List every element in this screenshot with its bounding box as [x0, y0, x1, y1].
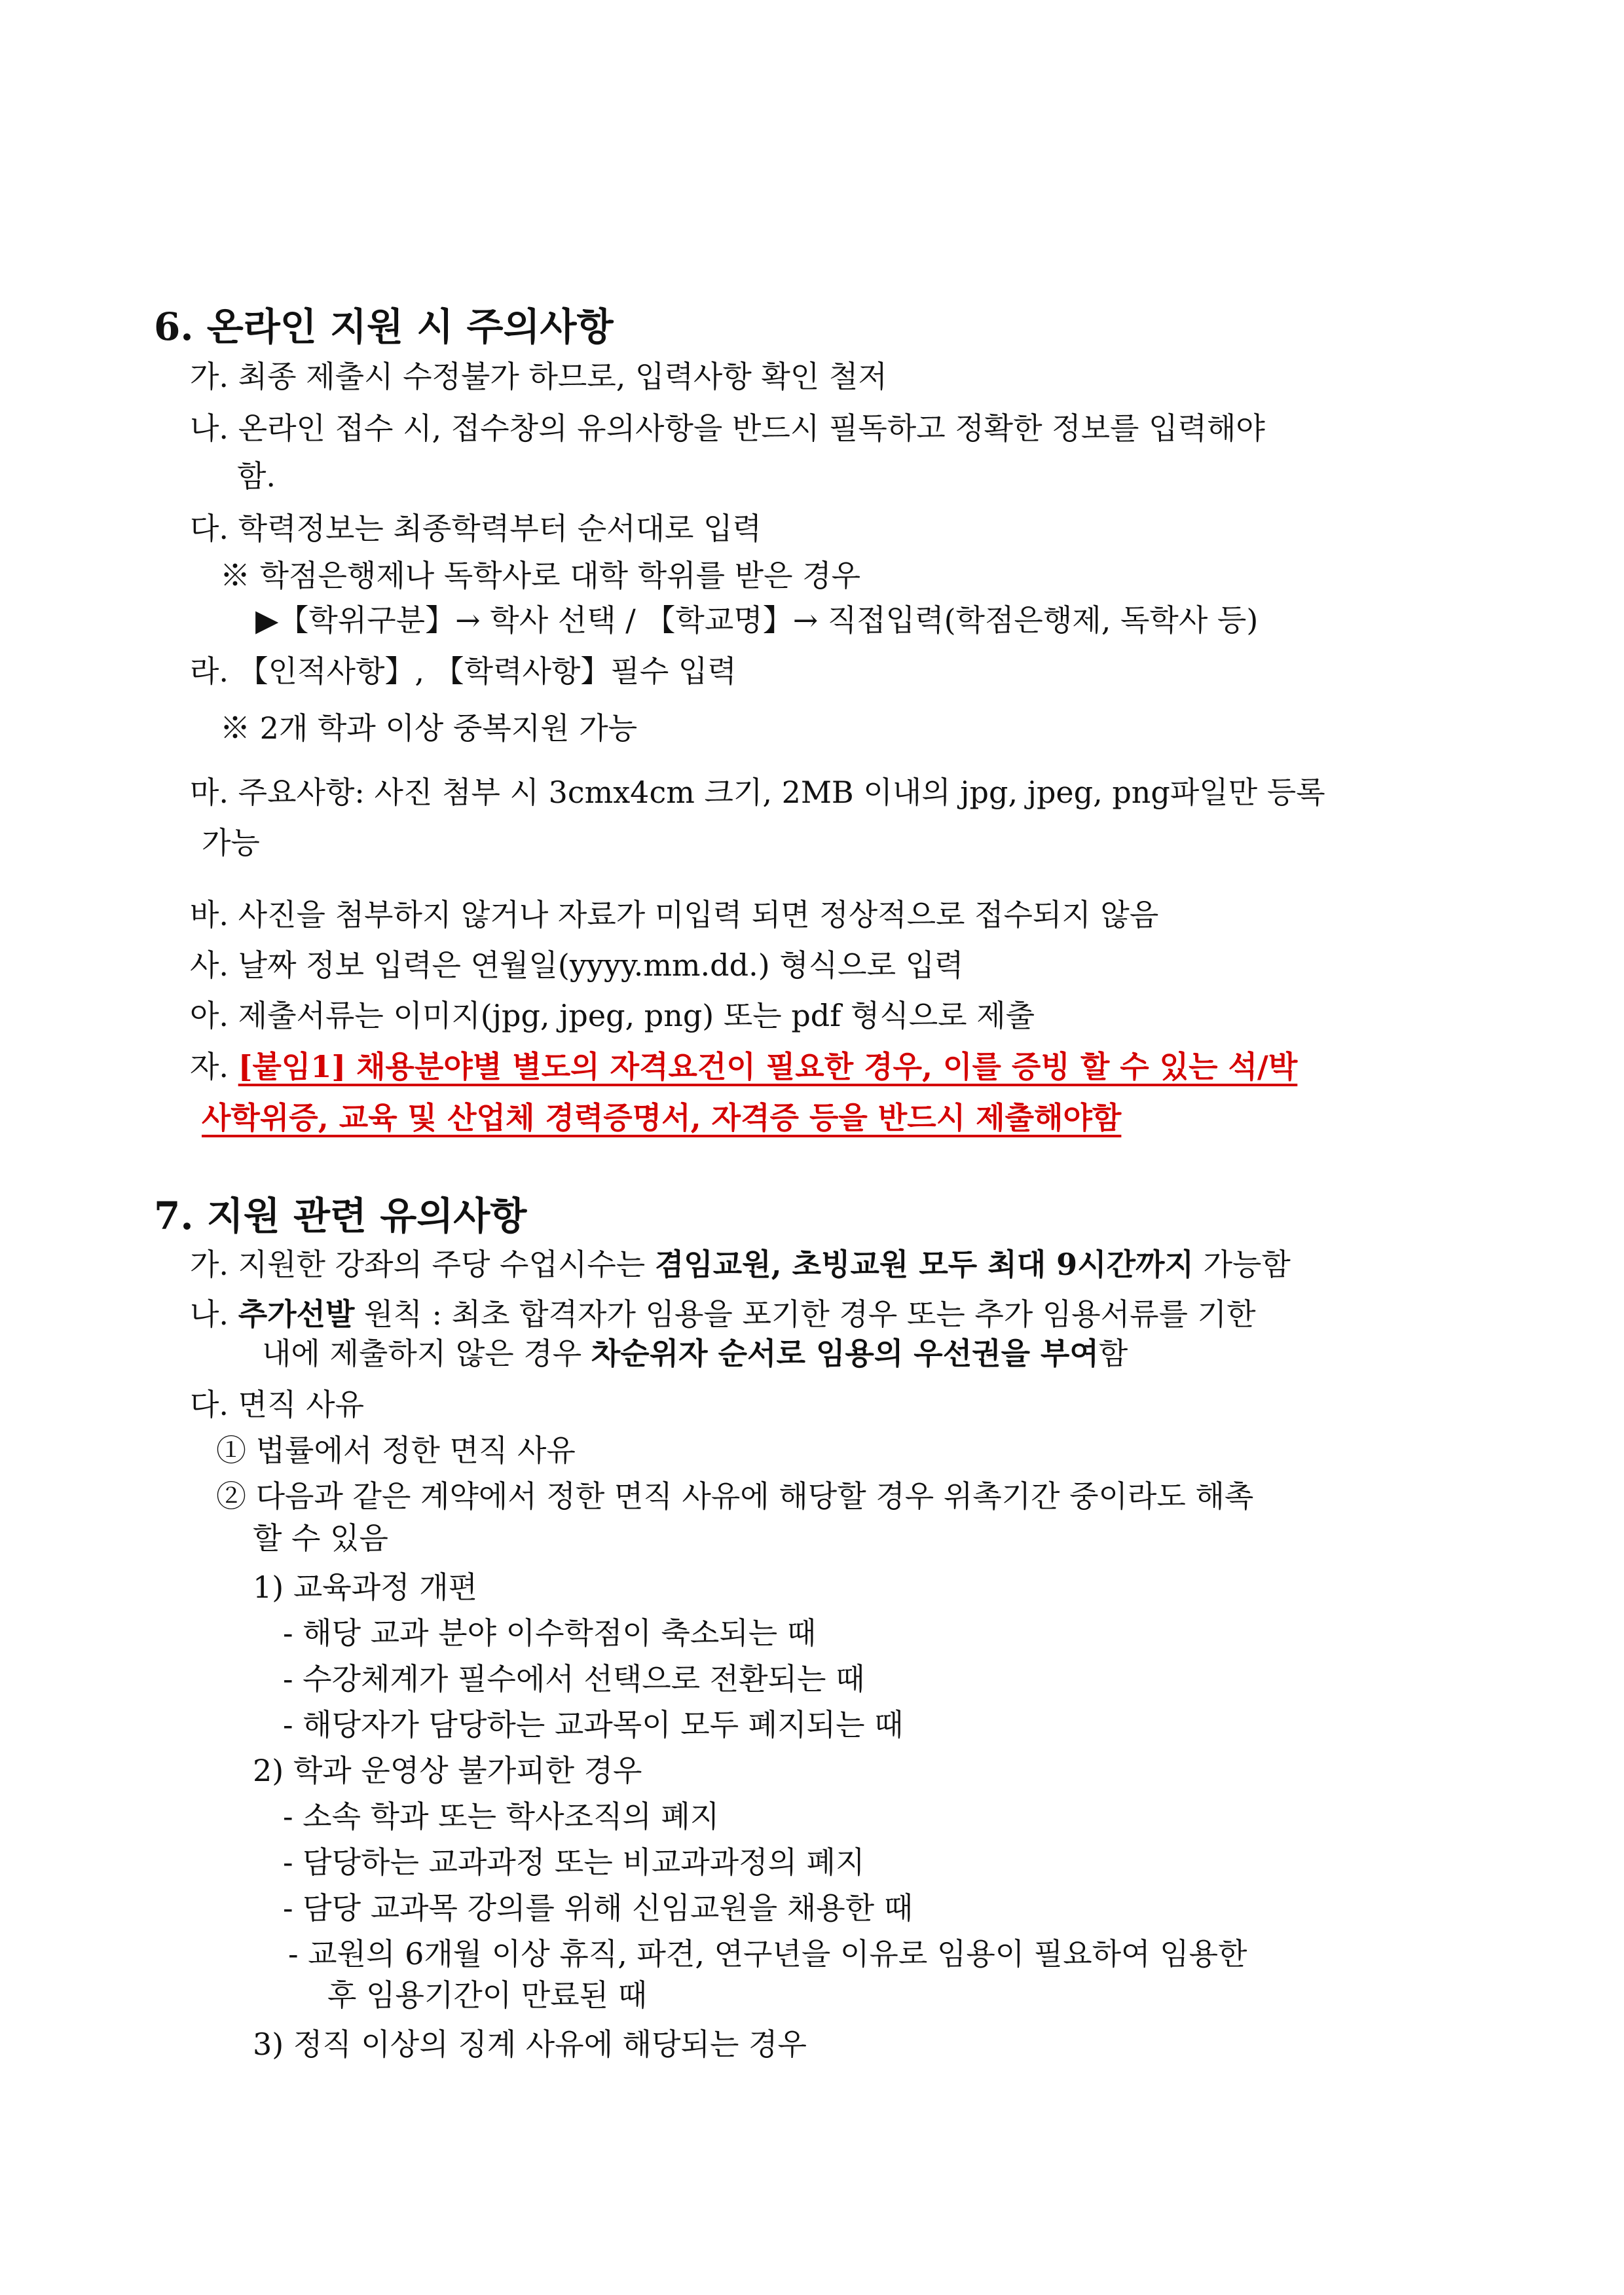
- item-7-s2: 2) 학과 운영상 불가피한 경우: [253, 1753, 642, 1788]
- item-ga: 가. 최종 제출시 수정불가 하므로, 입력사항 확인 철저: [190, 359, 887, 394]
- item-7-s1-b: - 수강체계가 필수에서 선택으로 전환되는 때: [283, 1661, 865, 1697]
- item-da: 다. 학력정보는 최종학력부터 순서대로 입력: [190, 511, 762, 546]
- item-da-arrow: ▶【학위구분】→ 학사 선택 / 【학교명】→ 직접입력(학점은행제, 독학사 등): [255, 602, 1259, 638]
- item-na-line2: 함.: [237, 458, 276, 494]
- item-ma-line1: 마. 주요사항: 사진 첨부 시 3cmx4cm 크기, 2MB 이내의 jpg, jpeg, png파일만 등록: [190, 775, 1325, 810]
- item-7-na-a: 나.: [190, 1296, 238, 1332]
- item-7-s2-a: - 소속 학과 또는 학사조직의 폐지: [283, 1799, 720, 1834]
- item-7-na-c: 원칙 : 최초 합격자가 임용을 포기한 경우 또는 추가 임용서류를 기한: [354, 1296, 1256, 1332]
- item-7-ga-c: 가능함: [1193, 1247, 1291, 1282]
- item-7-c2-line2: 할 수 있음: [253, 1520, 388, 1556]
- item-7-na-line2: [262, 1336, 1128, 1372]
- item-7-na2-bold: 차순위자 순서로 임용의 우선권을 부여: [591, 1336, 1099, 1371]
- item-7-c1: ① 법률에서 정한 면직 사유: [216, 1433, 576, 1468]
- item-ma-line2: 가능: [202, 825, 260, 860]
- item-7-s2-d-line2: 후 임용기간이 만료된 때: [327, 1977, 648, 2013]
- item-da-note: ※ 학점은행제나 독학사로 대학 학위를 받은 경우: [220, 558, 861, 593]
- item-7-ga: [190, 1247, 1291, 1283]
- section-7-title: 7. 지원 관련 유의사항: [154, 1194, 527, 1238]
- section-6-title: 6. 온라인 지원 시 주의사항: [154, 304, 614, 349]
- item-a: 아. 제출서류는 이미지(jpg, jpeg, png) 또는 pdf 형식으로 제출: [190, 998, 1035, 1033]
- item-ja-red-line2: 사학위증, 교육 및 산업체 경력증명서, 자격증 등을 반드시 제출해야함: [202, 1100, 1122, 1135]
- item-ja-line2: [202, 1100, 1121, 1136]
- item-ra-note: ※ 2개 학과 이상 중복지원 가능: [220, 710, 638, 746]
- item-7-s1: 1) 교육과정 개편: [253, 1570, 478, 1605]
- item-ja-prefix: 자.: [190, 1049, 238, 1084]
- item-7-ga-a: 가. 지원한 강좌의 주당 수업시수는: [190, 1247, 655, 1282]
- item-na-line1: 나. 온라인 접수 시, 접수창의 유의사항을 반드시 필독하고 정확한 정보를 입력해야: [190, 411, 1265, 446]
- item-7-na-line1: [190, 1296, 1256, 1332]
- item-7-s3: 3) 정직 이상의 징계 사유에 해당되는 경우: [253, 2027, 807, 2062]
- item-7-s2-c: - 담당 교과목 강의를 위해 신임교원을 채용한 때: [283, 1890, 913, 1926]
- item-ja-line1: [190, 1049, 1297, 1085]
- item-7-da: 다. 면직 사유: [190, 1387, 365, 1422]
- item-7-ga-bold: 겸임교원, 초빙교원 모두 최대 9시간까지: [654, 1247, 1194, 1282]
- item-ra: 라. 【인적사항】, 【학력사항】필수 입력: [190, 653, 737, 689]
- item-7-s1-c: - 해당자가 담당하는 교과목이 모두 폐지되는 때: [283, 1707, 904, 1742]
- item-7-na-bold: 추가선발: [238, 1296, 355, 1332]
- item-7-na2-c: 함: [1098, 1336, 1128, 1371]
- item-7-s1-a: - 해당 교과 분야 이수학점이 축소되는 때: [283, 1615, 817, 1651]
- item-7-s2-b: - 담당하는 교과과정 또는 비교과과정의 폐지: [283, 1845, 865, 1880]
- item-ja-red-line1: [붙임1] 채용분야별 별도의 자격요건이 필요한 경우, 이를 증빙 할 수 있는 석/박: [238, 1049, 1298, 1084]
- item-sa: 사. 날짜 정보 입력은 연월일(yyyy.mm.dd.) 형식으로 입력: [190, 947, 964, 983]
- item-7-s2-d-line1: - 교원의 6개월 이상 휴직, 파견, 연구년을 이유로 임용이 필요하여 임용한: [288, 1936, 1247, 1972]
- item-ba: 바. 사진을 첨부하지 않거나 자료가 미입력 되면 정상적으로 접수되지 않음: [190, 897, 1159, 932]
- item-7-na2-a: 내에 제출하지 않은 경우: [262, 1336, 591, 1371]
- item-7-c2-line1: ② 다음과 같은 계약에서 정한 면직 사유에 해당할 경우 위촉기간 중이라도 해촉: [216, 1478, 1254, 1514]
